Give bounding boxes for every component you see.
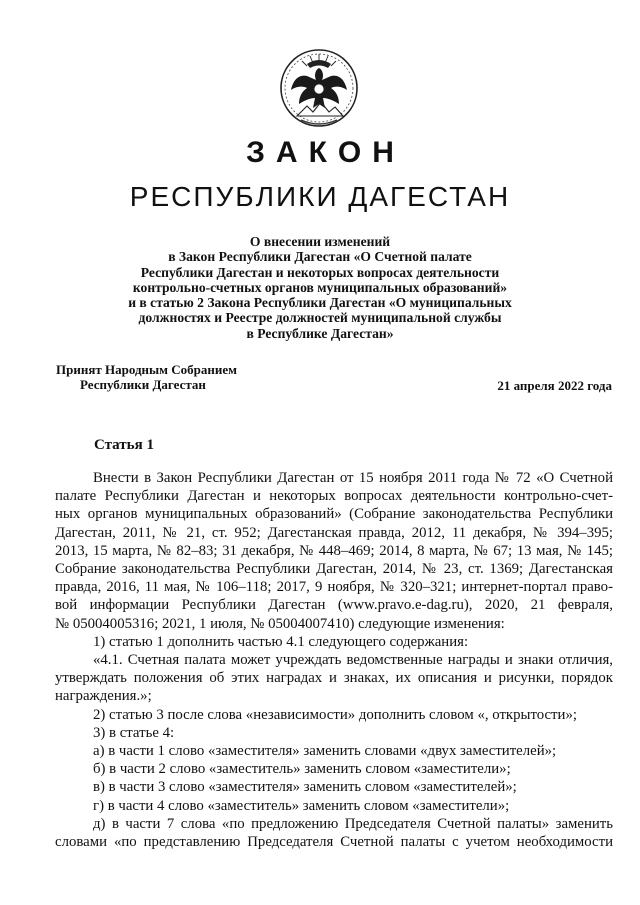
article-title: Статья 1	[94, 437, 154, 453]
body-line: Собрание законодательства Республики Дагестан, 2014, № 23, ст. 1369; Дагестанская	[55, 561, 613, 578]
body-line: № 05004005316; 2021, 1 июля, № 05004007410) следующие изменения:	[55, 615, 505, 632]
body-line: а) в части 1 слово «заместителя» заменить словами «двух заместителей»;	[93, 743, 557, 760]
adoption-line-1: Принят Народным Собранием	[56, 362, 238, 377]
body-line: награждения.»;	[55, 688, 152, 705]
body-line: 1) статью 1 дополнить частью 4.1 следующего содержания:	[93, 633, 469, 650]
body-line: ных органов муниципальных образований» (Собрание законодательства Республики	[55, 506, 613, 523]
body-line: Внести в Закон Республики Дагестан от 15 ноября 2011 года № 72 «О Счетной	[93, 470, 613, 486]
body-line: утверждать положения об этих наградах и знаках, их описания и рисунки, порядок	[55, 670, 613, 687]
body-line: «4.1. Счетная палата может учреждать ведомственные награды и знаки отличия,	[93, 652, 613, 669]
article-body	[55, 469, 613, 851]
body-line: 2013, 15 марта, № 82–83; 31 декабря, № 448–469; 2014, 8 марта, № 67; 13 мая, № 145;	[55, 542, 613, 559]
coat-of-arms-eagle-icon	[277, 46, 361, 130]
law-title: ЗАКОН	[246, 136, 405, 169]
heading-line: О внесении изменений	[249, 234, 391, 249]
body-line: правда, 2016, 11 мая, № 106–118; 2017, 9 ноября, № 320–321; интернет-портал право-	[55, 579, 613, 596]
body-line: 3) в статье 4:	[93, 724, 175, 741]
body-line: в) в части 3 слово «заместителя» заменить словом «заместителей»;	[93, 779, 517, 796]
body-line: словами «по представлению Председателя Счетной палаты с учетом необходимости	[55, 834, 613, 851]
body-line: д) в части 7 слова «по предложению Председателя Счетной палаты» заменить	[93, 815, 613, 832]
body-line: г) в части 4 слово «заместитель» заменить словом «заместители»;	[93, 797, 510, 814]
heading-line: контрольно-счетных органов муниципальных образований»	[132, 279, 508, 295]
law-subtitle: РЕСПУБЛИКИ ДАГЕСТАН	[129, 181, 511, 212]
document-heading	[60, 234, 580, 341]
adoption-line-2: Республики Дагестан	[80, 377, 206, 392]
heading-line: Республики Дагестан и некоторых вопросах деятельности	[140, 264, 500, 280]
adoption-block	[56, 362, 237, 392]
body-line: палате Республики Дагестан и некоторых вопросах деятельности контрольно-счет-	[55, 488, 613, 505]
heading-line: и в статью 2 Закона Республики Дагестан «О муниципальных	[128, 295, 512, 311]
body-line: 2) статью 3 после слова «независимости» дополнить словом «, открытости»;	[93, 706, 577, 723]
heading-line: должностях и Реестре должностей муниципальной службы	[138, 310, 502, 326]
adoption-date: 21 апреля 2022 года	[497, 378, 612, 393]
body-line: вой информации Республики Дагестан (www.pravo.e-dag.ru), 2020, 21 февраля,	[55, 597, 613, 614]
body-line: Дагестан, 2011, № 21, ст. 952; Дагестанская правда, 2012, 11 декабря, № 394–395;	[55, 524, 613, 541]
body-line: б) в части 2 слово «заместитель» заменить словом «заместители»;	[93, 761, 511, 778]
heading-line: в Закон Республики Дагестан «О Счетной палате	[168, 249, 472, 265]
heading-line: в Республике Дагестан»	[246, 325, 394, 341]
